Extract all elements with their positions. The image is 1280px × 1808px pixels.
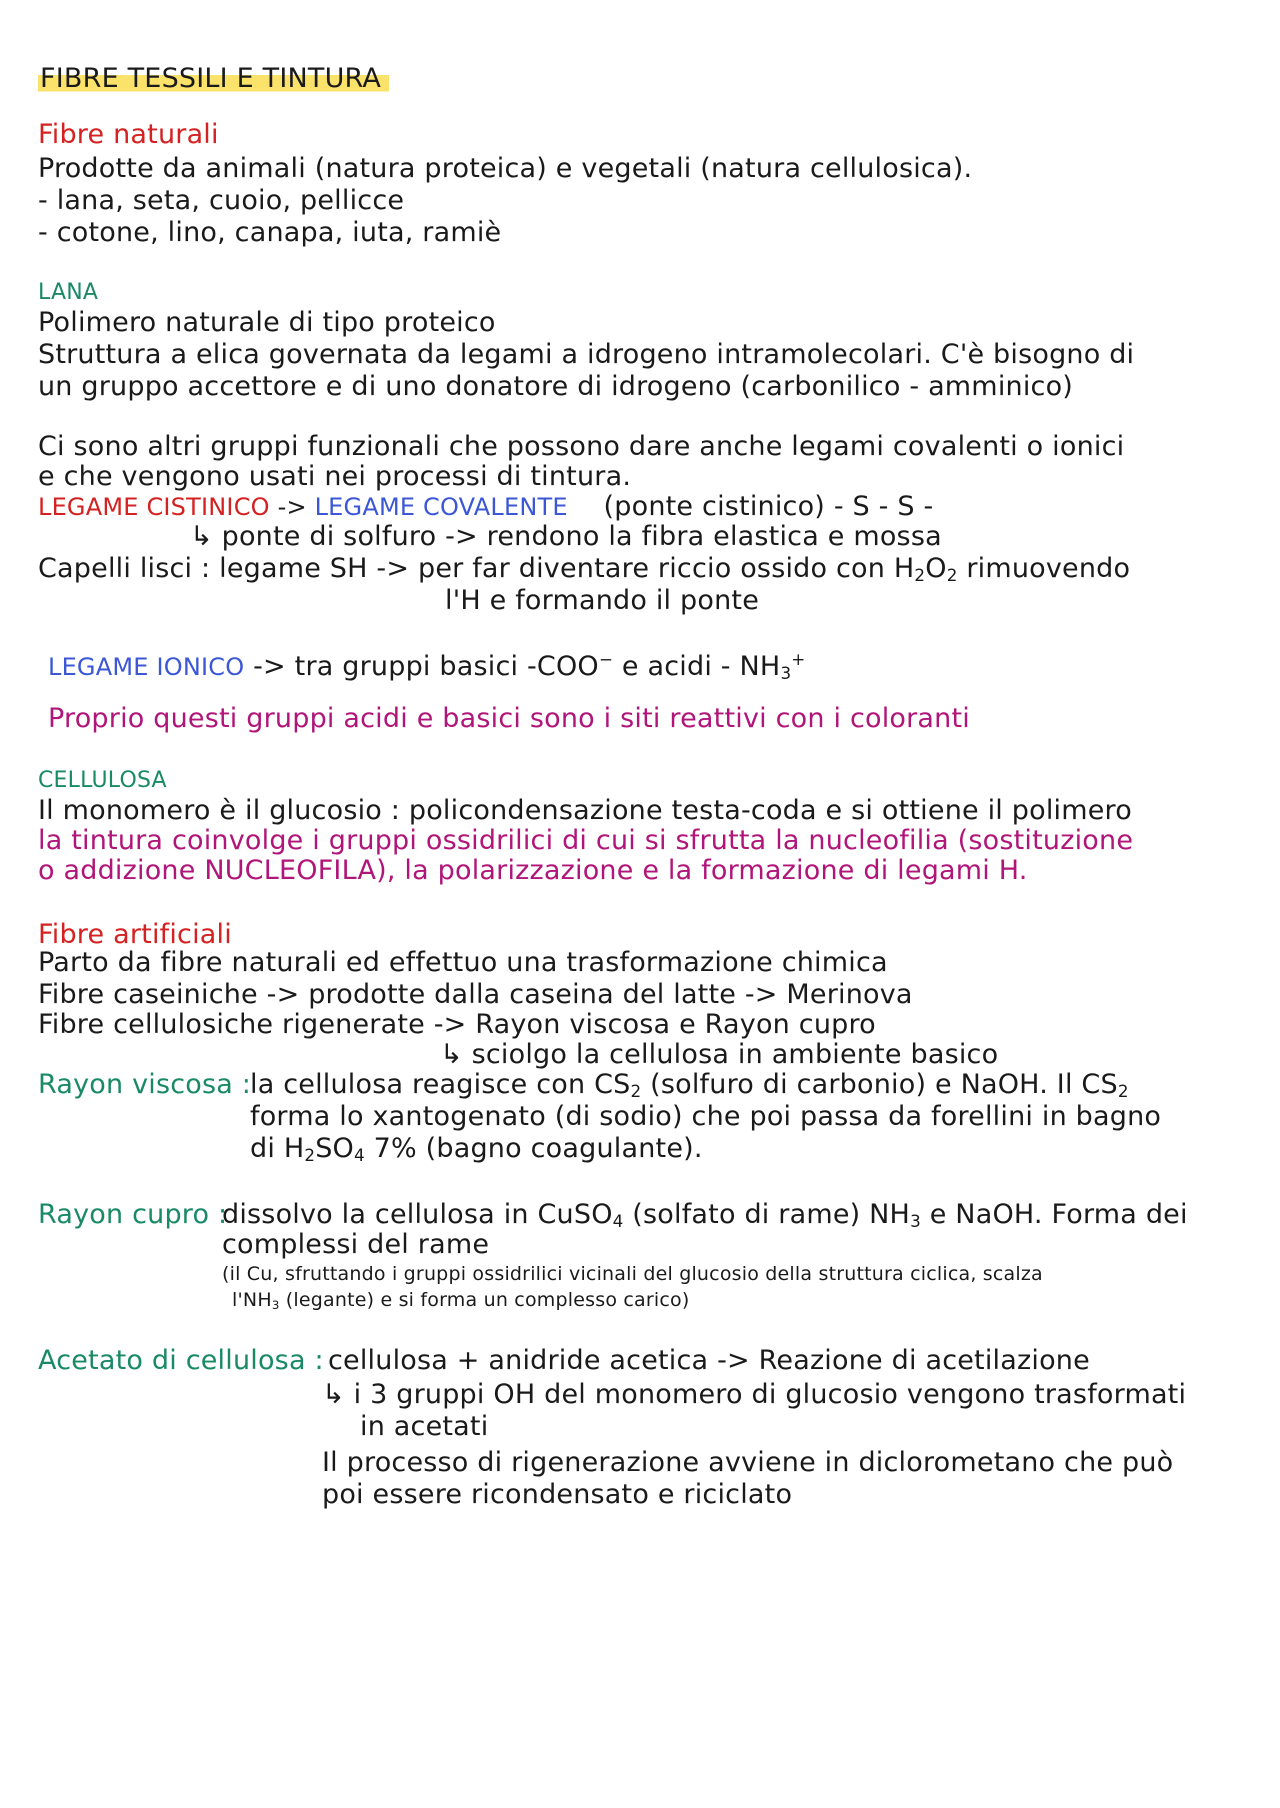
cellulosa-line-1: Il monomero è il glucosio : policondensazione testa-coda e si ottiene il polimero: [38, 795, 1132, 826]
cupro-label: Rayon cupro :: [38, 1199, 228, 1230]
covalente-label: LEGAME COVALENTE: [314, 493, 568, 521]
cupro-n2a: l'NH: [232, 1289, 272, 1311]
acetato-label: Acetato di cellulosa :: [38, 1345, 324, 1376]
viscosa-1s: 2: [630, 1081, 642, 1102]
cupro-note-2: [232, 1288, 689, 1317]
capelli-a: Capelli lisci : legame SH -> per far diventare riccio ossido con H: [38, 553, 915, 584]
coloranti-note: Proprio questi gruppi acidi e basici sono i siti reattivi con i coloranti: [48, 703, 970, 734]
lana-heading: LANA: [38, 280, 99, 305]
ionico-sup2: +: [791, 649, 806, 669]
capelli-o: O: [925, 553, 947, 584]
ionico-a: -> tra gruppi basici -COO: [253, 651, 599, 683]
acetato-line-1: cellulosa + anidride acetica -> Reazione di acetilazione: [328, 1345, 1090, 1376]
ionico-line: [48, 642, 806, 690]
cupro-1c: e NaOH. Forma dei: [920, 1199, 1188, 1230]
natural-heading: Fibre naturali: [38, 119, 219, 150]
viscosa-line-2: forma lo xantogenato (di sodio) che poi passa da forellini in bagno: [250, 1101, 1162, 1132]
viscosa-1s2: 2: [1117, 1081, 1129, 1102]
cupro-1s2: 3: [910, 1211, 921, 1232]
ponte-line: ↳ ponte di solfuro -> rendono la fibra elastica e mossa: [190, 521, 942, 552]
natural-line-1: Prodotte da animali (natura proteica) e vegetali (natura cellulosica).: [38, 153, 973, 184]
cellulosa-line-2: la tintura coinvolge i gruppi ossidrilici di cui si sfrutta la nucleofilia (sostituzione: [38, 825, 1134, 856]
capelli-line-2: l'H e formando il ponte: [445, 585, 760, 616]
cistinico-label: LEGAME CISTINICO: [38, 493, 270, 521]
cupro-1a: dissolvo la cellulosa in CuSO: [222, 1199, 613, 1230]
viscosa-line-3: [250, 1132, 703, 1172]
page-title: [38, 62, 389, 96]
viscosa-3s2: 4: [353, 1145, 365, 1166]
capelli-sub: 2: [914, 565, 926, 586]
capelli-sub2: 2: [946, 565, 958, 586]
natural-line-2: - lana, seta, cuoio, pellicce: [38, 185, 405, 216]
acetato-line-4: Il processo di rigenerazione avviene in diclorometano che può: [322, 1447, 1174, 1478]
artificial-line-4: ↳ sciolgo la cellulosa in ambiente basico: [440, 1039, 999, 1070]
lana-line-4: Ci sono altri gruppi funzionali che possono dare anche legami covalenti o ionici: [38, 431, 1125, 462]
cistinico-rest: (ponte cistinico) - S - S -: [603, 491, 934, 522]
viscosa-label: Rayon viscosa :: [38, 1069, 252, 1100]
viscosa-1a: la cellulosa reagisce con CS: [250, 1069, 631, 1100]
acetato-line-5: poi essere ricondensato e riciclato: [322, 1479, 793, 1510]
lana-line-2: Struttura a elica governata da legami a idrogeno intramolecolari. C'è bisogno di: [38, 339, 1135, 370]
artificial-line-2: Fibre caseiniche -> prodotte dalla caseina del latte -> Merinova: [38, 979, 913, 1010]
lana-line-1: Polimero naturale di tipo proteico: [38, 307, 496, 338]
cistinico-arrow: ->: [277, 493, 307, 521]
lana-line-5: e che vengono usati nei processi di tintura.: [38, 461, 632, 492]
acetato-line-3: in acetati: [360, 1411, 489, 1442]
viscosa-1b: (solfuro di carbonio) e NaOH. Il CS: [641, 1069, 1118, 1100]
viscosa-3s: 2: [304, 1145, 316, 1166]
natural-line-3: - cotone, lino, canapa, iuta, ramiè: [38, 217, 502, 248]
lana-line-3: un gruppo accettore e di uno donatore di idrogeno (carbonilico - amminico): [38, 371, 1074, 402]
cupro-1s: 4: [612, 1211, 624, 1232]
ionico-b: e acidi - NH: [613, 651, 781, 683]
viscosa-3a: di H: [250, 1133, 305, 1164]
viscosa-3b: SO: [315, 1133, 354, 1164]
ionico-label: LEGAME IONICO: [48, 653, 245, 682]
viscosa-3c: 7% (bagno coagulante).: [364, 1133, 703, 1164]
cupro-n2b: (legante) e si forma un complesso carico): [279, 1289, 690, 1311]
ionico-sub: 3: [780, 663, 792, 684]
cupro-1b: (solfato di rame) NH: [623, 1199, 911, 1230]
title-highlight: FIBRE TESSILI E TINTURA: [38, 63, 389, 94]
artificial-line-3: Fibre cellulosiche rigenerate -> Rayon viscosa e Rayon cupro: [38, 1009, 876, 1040]
capelli-b: rimuovendo: [957, 553, 1131, 584]
artificial-line-1: Parto da fibre naturali ed effettuo una trasformazione chimica: [38, 947, 888, 978]
cellulosa-line-3: o addizione NUCLEOFILA), la polarizzazione e la formazione di legami H.: [38, 855, 1028, 886]
cupro-note-1: (il Cu, sfruttando i gruppi ossidrilici vicinali del glucosio della struttura ciclica, scalza: [222, 1263, 1043, 1285]
ionico-sup1: −: [598, 649, 614, 669]
cistinico-line: [38, 490, 933, 524]
cupro-line-2: complessi del rame: [222, 1229, 490, 1260]
artificial-heading: Fibre artificiali: [38, 919, 232, 950]
cellulosa-heading: CELLULOSA: [38, 768, 167, 793]
cupro-n2s: 3: [271, 1297, 280, 1312]
acetato-line-2: ↳ i 3 gruppi OH del monomero di glucosio vengono trasformati: [322, 1379, 1187, 1410]
